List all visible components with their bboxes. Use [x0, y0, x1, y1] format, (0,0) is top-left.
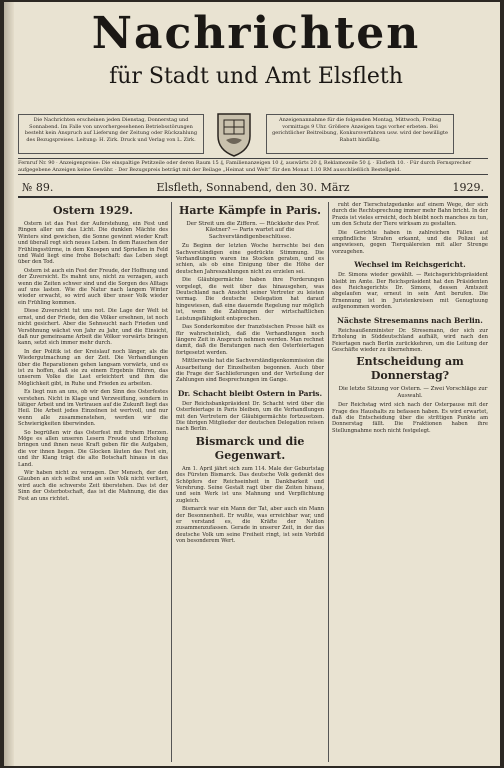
article-paragraph: Bismarck war ein Mann der Tat, aber auch ein Mann der Besonnenheit. Er wußte, was erreichbar war, und er verstand es, die Kräfte der Nation zusammenzufassen. Gerade in unserer Zeit, in der das deutsche Volk um seine Freiheit ringt, ist sein Vorbild von besonderem Wert. [176, 506, 324, 545]
article-paragraph: ruht der Tierschutzgedanke auf einem Wege, der sich durch die Rechtsprechung immer mehr Bahn bricht. In der Praxis ist vieles erreicht, doch bleibt noch manches zu tun, um den Schutz der Tiere wirksam zu gestalten. [332, 202, 488, 228]
column-rule [171, 202, 172, 762]
article-paragraph: Ostern ist auch ein Fest der Freude, der Hoffnung und der Zuversicht. Es mahnt uns, nicht zu verzagen, auch wenn die Zeiten schwer sind und die Sorgen des Alltags auf uns lasten. Wie die Natur nach langem Winter wieder erwacht, so wird auch über unser Volk wieder ein Frühling kommen. [18, 267, 168, 306]
publication-info-box: Die Nachrichten erscheinen jeden Dienstag, Donnerstag und Sonnabend. Im Falle von unvorhergesehenen Betriebsstörungen besteht kein Anspruch auf Lieferung der Zeitung oder Rückzahlung des Bezugspreises. Leitung: H. Zirk. Druck und Verlag von L. Zirk. [18, 114, 204, 154]
article-paragraph: Die Gerichte haben in zahlreichen Fällen auf empfindliche Strafen erkannt, und die Polizei ist angewiesen, gegen Tierquälereien mit aller Strenge vorzugehen. [332, 229, 488, 255]
article-paragraph: So begrüßen wir das Osterfest mit frohem Herzen. Möge es allen unseren Lesern Freude und Erholung bringen und ihnen neue Kraft geben für die Aufgaben, die vor ihnen liegen. Die Glocken läuten das Fest ein, und ihr Klang trägt die alte Botschaft hinaus in das Land. [18, 429, 168, 468]
article-subheadline: Dr. Schacht bleibt Ostern in Paris. [177, 388, 323, 398]
article-deck: Die letzte Sitzung vor Ostern. — Zwei Vorschläge zur Auswahl. [338, 386, 488, 399]
article-deck: Der Streit um die Ziffern. — Rückkehr des Prof. Kästner? — Paris wartet auf die Sachverständigenbeschlüsse. [186, 221, 320, 240]
article-headline: Bismarck und die Gegenwart. [195, 434, 305, 462]
article-headline: Nächste Stresemanns nach Berlin. [337, 315, 483, 325]
article-paragraph: Am 1. April jährt sich zum 114. Male der Geburtstag des Fürsten Bismarck. Das deutsche Volk gedenkt des Schöpfers der Reichseinheit in Dankbarkeit und Verehrung. Seine Gestalt ragt über die Zeiten hinaus, und sein Werk ist uns Mahnung und Verpflichtung zugleich. [176, 465, 324, 504]
issue-date: Elsfleth, Sonnabend, den 30. März [156, 181, 350, 194]
column-rule [328, 202, 329, 762]
article-paragraph: In der Politik ist der Kreislauf noch länger, als die Wiedergutmachung an der Zeit. Die Verhandlungen über die Reparationen gehen langsam vorwärts, und es ist zu hoffen, daß sie zu einem Ergebnis führen, das unserem Volke die Last erleichtert und ihm die Möglichkeit gibt, in Ruhe und Frieden zu arbeiten. [18, 348, 168, 387]
masthead-subtitle: für Stadt und Amt Elsfleth [109, 64, 403, 89]
article-headline: Harte Kämpfe in Paris. [179, 204, 321, 217]
town-crest-icon [214, 110, 254, 158]
issue-date-bar [18, 180, 488, 198]
article-paragraph: Die Gläubigermächte haben ihre Forderungen vorgelegt, die weit über das hinausgehen, was Deutschland nach Ansicht seiner Vertreter zu leisten vermag. Die deutsche Delegation hat darauf hingewiesen, daß eine dauernde Regelung nur möglich ist, wenn die Zahlungen der wirtschaftlichen Leistungsfähigkeit entsprechen. [176, 277, 324, 322]
issue-year: 1929. [452, 181, 484, 194]
article-paragraph: Wir haben nicht zu verzagen. Der Mensch, der den Glauben an sich selbst und an sein Volk nicht verliert, wird auch die schwerste Zeit überstehen. Das ist der Sinn der Osterbotschaft, das ist die Mahnung, die das Fest an uns richtet. [18, 470, 168, 502]
article-paragraph: Der Reichsbankpräsident Dr. Schacht wird über die Osterfeiertage in Paris bleiben, um die Verhandlungen mit den Vertretern der Gläubigermächte fortzusetzen. Die übrigen Mitglieder der deutschen Delegation reisen nach Berlin. [176, 400, 324, 433]
article-paragraph: Reichsaußenminister Dr. Stresemann, der sich zur Erholung in Süddeutschland aufhält, wird nach den Feiertagen nach Berlin zurückkehren, um die Leitung der Geschäfte wieder zu übernehmen. [332, 327, 488, 353]
masthead-title: Nachrichten [91, 8, 421, 59]
article-column-three [332, 202, 488, 762]
article-paragraph: Mittlerweile hat die Sachverständigenkommission die Ausarbeitung der Einzelheiten begonnen. Auch über die Frage der Sachlieferungen und der Verteilung der Zahlungen sind Besprechungen im Gange. [176, 358, 324, 384]
article-paragraph: Ostern ist das Fest der Auferstehung, ein Fest und Ringen aller um das Licht. Die dunklen Mächte des Winters sind gewichen, die Sonne gewinnt wieder Kraft und überall regt sich neues Leben. In dem Rauschen der Frühlingsstürme, in dem Knospen und Sprießen in Feld und Wald liegt eine frohe Botschaft: das Leben siegt über den Tod. [18, 221, 168, 266]
article-ostern [18, 202, 168, 762]
article-paris [176, 202, 324, 762]
article-headline: Ostern 1929. [53, 204, 133, 217]
article-paragraph: Das Sonderkomitee der französischen Presse hält es für wahrscheinlich, daß die Verhandlungen noch längere Zeit in Anspruch nehmen werden. Man rechnet damit, daß die Beratungen nach den Osterfeiertagen fortgesetzt werden. [176, 324, 324, 356]
article-paragraph: Zu Beginn der letzten Woche herrschte bei den Sachverständigen eine gedrückte Stimmung. Die Verhandlungen waren ins Stocken geraten, und es schien, als ob eine Einigung über die Höhe der deutschen Jahreszahlungen nicht zu erzielen sei. [176, 243, 324, 275]
advertising-info-box: Anzeigenannahme für die folgenden Montag, Mittwoch, Freitag vormittags 9 Uhr. Größere Anzeigen tags vorher erbeten. Bei gerichtlicher Beitreibung, Konkursverfahren usw. wird der bewilligte Rabatt hinfällig. [266, 114, 454, 154]
article-paragraph: Der Reichstag wird sich nach der Osterpause mit der Frage des Haushalts zu befassen haben. Es wird erwartet, daß die Entscheidung über die strittigen Punkte am Donnerstag fällt. Die Fraktionen haben ihre Stellungnahme noch nicht festgelegt. [332, 402, 488, 434]
article-paragraph: Es liegt nun an uns, ob wir den Sinn des Osterfestes verstehen. Nicht in Klage und Verzweiflung, sondern in tätiger Arbeit und im Vertrauen auf die Zukunft liegt das Heil. Die Arbeit jedes Einzelnen ist wertvoll, und nur wenn alle zusammenstehen, werden wir die Schwierigkeiten überwinden. [18, 389, 168, 428]
article-headline: Wechsel im Reichsgericht. [354, 260, 466, 270]
article-paragraph: Diese Zuversicht tut uns not. Die Lage der Welt ist ernst, und der Friede, den die Völker ersehnen, ist noch nicht gesichert. Aber die Sehnsucht nach Frieden und Versöhnung wächst von Jahr zu Jahr, und die Einsicht, daß nur gemeinsame Arbeit die Völker vorwärts bringen kann, setzt sich immer mehr durch. [18, 308, 168, 347]
article-paragraph: Dr. Simons wieder gewählt. — Reichsgerichtspräsident bleibt im Amte. Der Reichspräsident hat den Präsidenten des Reichsgerichts Dr. Simons, dessen Amtszeit abgelaufen war, erneut in sein Amt berufen. Die Ernennung ist in Juristenkreisen mit Genugtuung aufgenommen worden. [332, 272, 488, 311]
issue-number: № 89. [22, 181, 54, 194]
page-edge-shadow [4, 2, 14, 766]
newspaper-page [4, 2, 500, 766]
price-info-line: Fernruf Nr. 90 · Anzeigenpreise: Die einspaltige Petitzeile oder deren Raum 15 ₰, Familienanzeigen 10 ₰, auswärts 20 ₰, Reklamezeile 50 ₰. · Elsfleth 10. · Für durch Fernsprecher aufgegebene Anzeigen keine Gewähr. · Der Bezugspreis beträgt mit der Beilage „Heimat und Welt“ für den Monat 1.10 RM ausschließlich Bestellgeld. [18, 158, 488, 175]
article-headline: Entscheidung am Donnerstag? [356, 355, 464, 383]
